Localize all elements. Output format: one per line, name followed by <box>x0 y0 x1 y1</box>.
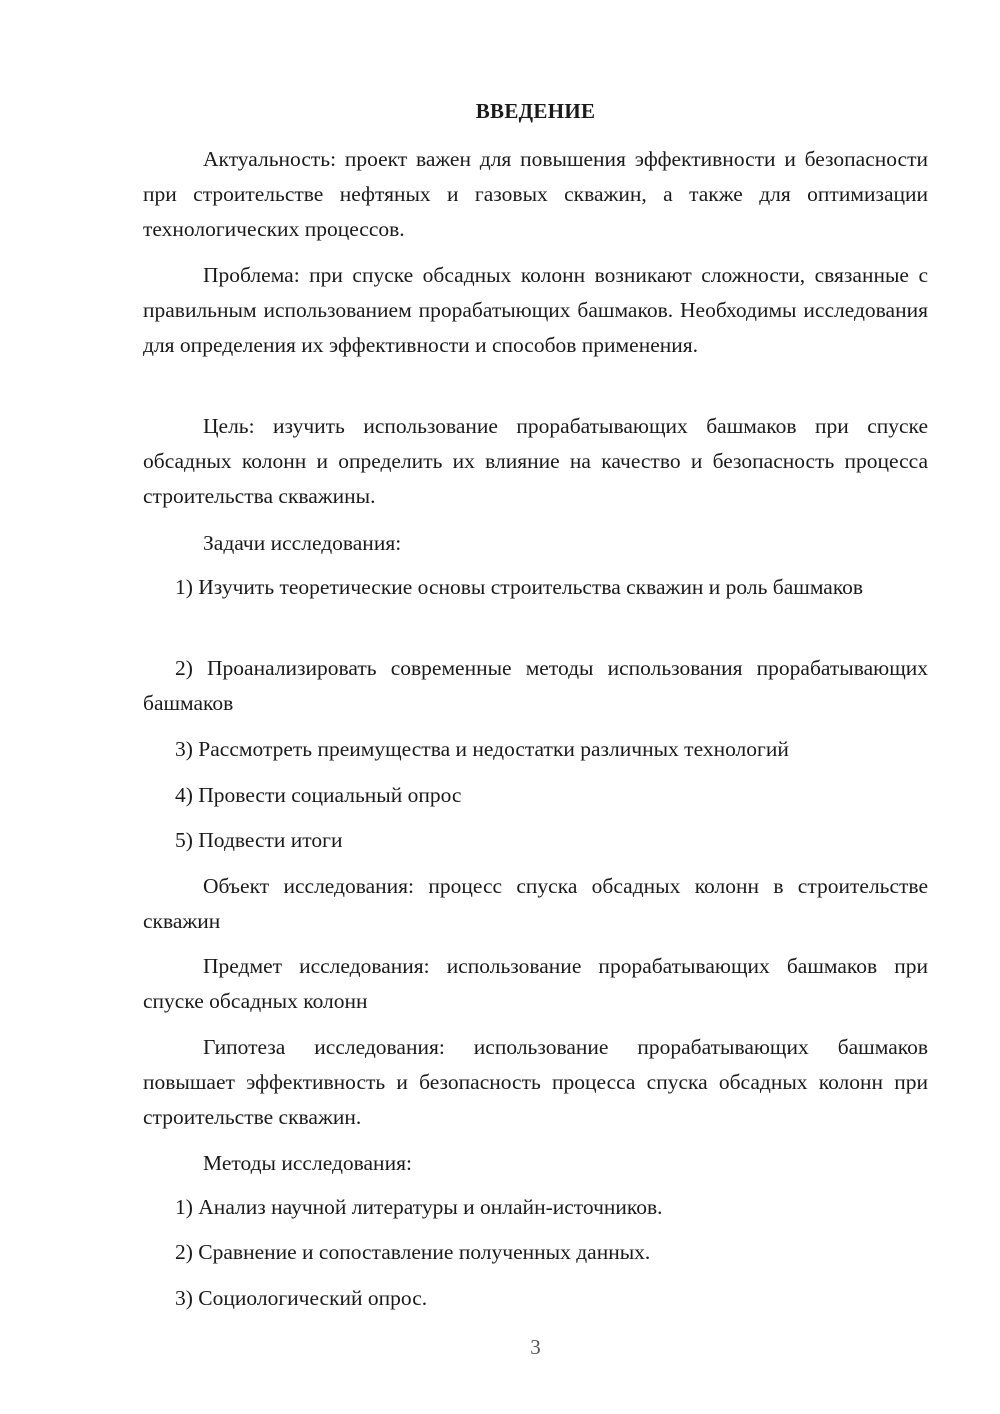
page-number: 3 <box>530 1335 541 1359</box>
hypothesis-paragraph: Гипотеза исследования: использование прорабатывающих башмаков повышает эффективность и безопасность процесса спуска обсадных колонн при строительстве скважин. <box>143 1035 928 1129</box>
task-item: 1) Изучить теоретические основы строительства скважин и роль башмаков <box>175 575 864 599</box>
task-item: 2) Проанализировать современные методы использования прорабатывающих башмаков <box>143 656 928 715</box>
subject-paragraph: Предмет исследования: использование прорабатывающих башмаков при спуске обсадных колонн <box>143 954 928 1013</box>
page-title: ВВЕДЕНИЕ <box>475 99 596 123</box>
relevance-paragraph: Актуальность: проект важен для повышения эффективности и безопасности при строительстве нефтяных и газовых скважин, а также для оптимизации технологических процессов. <box>143 147 928 241</box>
object-paragraph: Объект исследования: процесс спуска обсадных колонн в строительстве скважин <box>143 874 928 933</box>
task-item: 5) Подвести итоги <box>175 828 343 852</box>
task-item: 3) Рассмотреть преимущества и недостатки различных технологий <box>175 737 789 761</box>
methods-title: Методы исследования: <box>203 1151 412 1175</box>
method-item: 2) Сравнение и сопоставление полученных данных. <box>175 1240 651 1264</box>
document-page <box>143 0 928 1414</box>
task-item: 4) Провести социальный опрос <box>175 783 462 807</box>
goal-paragraph: Цель: изучить использование прорабатывающих башмаков при спуске обсадных колонн и определить их влияние на качество и безопасность процесса строительства скважины. <box>143 414 928 508</box>
tasks-title: Задачи исследования: <box>203 531 402 555</box>
method-item: 3) Социологический опрос. <box>175 1286 428 1310</box>
method-item: 1) Анализ научной литературы и онлайн-источников. <box>175 1195 663 1219</box>
problem-paragraph: Проблема: при спуске обсадных колонн возникают сложности, связанные с правильным использованием прорабатыющих башмаков. Необходимы исследования для определения их эффективности и способов применения. <box>143 263 928 357</box>
